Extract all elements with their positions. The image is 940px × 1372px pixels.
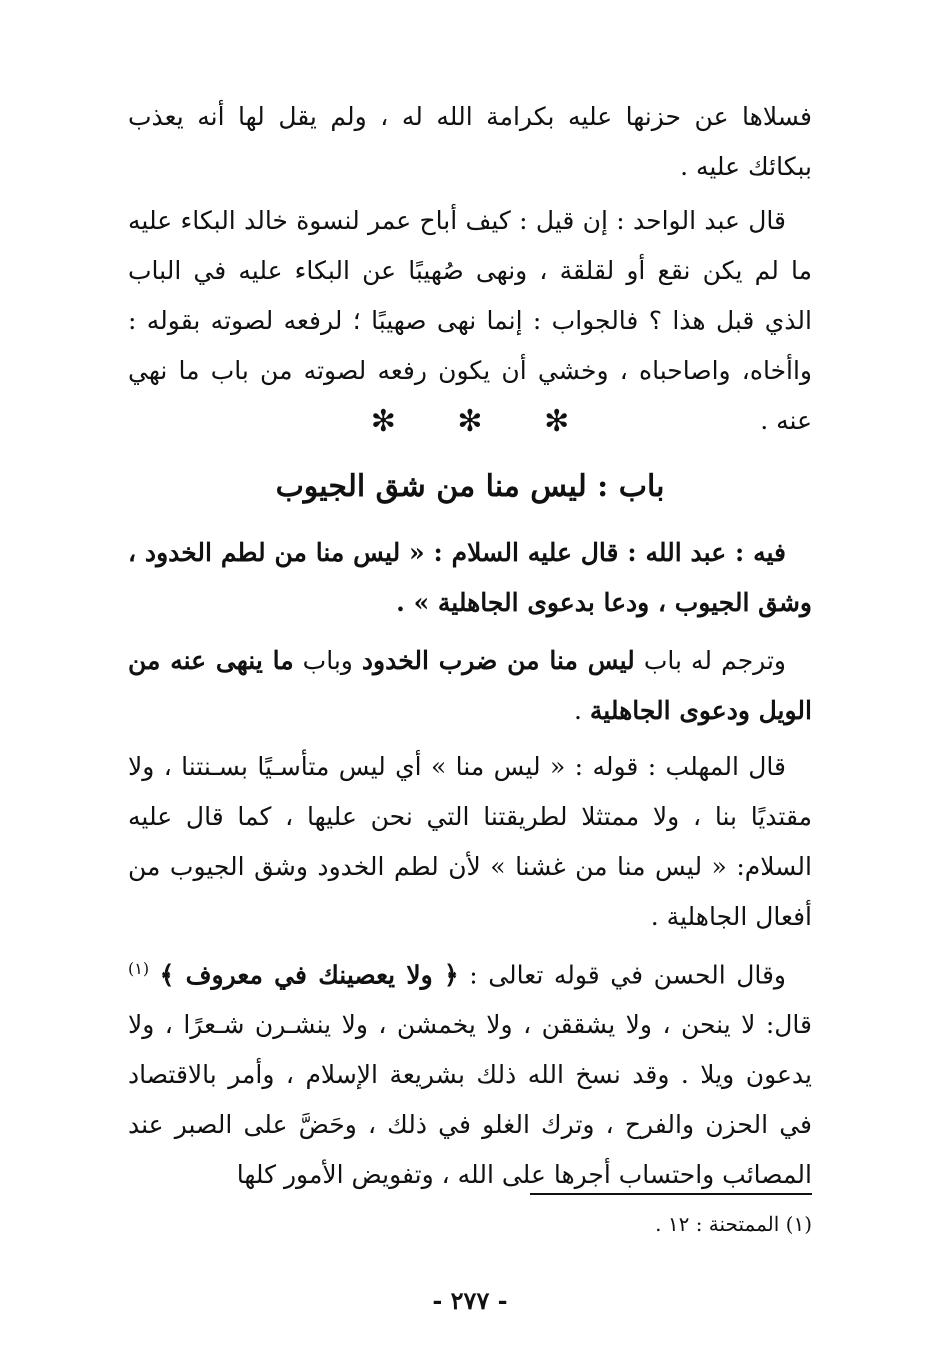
hasan-prefix: وقال الحسن في قوله تعالى : [458,960,786,990]
paragraph-text: فسلاها عن حزنها عليه بكرامة الله له ، ولم يقل لها أنه يعذب ببكائك عليه . [128,102,812,181]
paragraph-text: قال عبد الواحد : إن قيل : كيف أباح عمر لنسوة خالد البكاء عليه ما لم يكن نقع أو لقلقة ، ونهى صُهيبًا عن البكاء عليه في الباب الذي قبل هذا ؟ فالجواب : إنما نهى صهيبًا ؛ لرفعه لصوته بقوله : واأخاه، واصاحباه ، وخشي أن يكون رفعه لصوته من باب ما نهي عنه . [128,206,812,435]
hadith-text: فيه : عبد الله : قال عليه السلام : « ليس منا من لطم الخدود ، وشق الجيوب ، ودعا بدعوى الجاهلية » . [128,538,812,617]
footnote: (١) الممتحنة : ١٢ . [655,1212,812,1236]
hasan-paragraph [128,944,812,1200]
tarjama-paragraph [128,636,812,736]
tarjama-middle: وباب [293,646,362,675]
hadith-paragraph [128,528,812,628]
tarjama-bold-title-2: ما ينهى عنه من الويل ودعوى الجاهلية [128,646,812,725]
tarjama-prefix: وترجم له باب [634,646,787,675]
tarjama-suffix: . [573,696,590,725]
footnote-reference: (١) [128,959,150,978]
footnote-divider [530,1193,812,1195]
page-number: - ٢٧٧ - [432,1286,508,1315]
chapter-heading: باب : ليس منا من شق الجيوب [275,469,665,504]
muhallab-text: قال المهلب : قوله : « ليس منا » أي ليس متأسـيًا بسـنتنا ، ولا مقتديًا بنا ، ولا ممتثلا لطريقتنا التي نحن عليها ، كما قال عليه السلام: « ليس منا من غشنا » لأن لطم الخدود وشق الجيوب من أفعال الجاهلية . [128,752,812,931]
section-separator: ✻ ✻ ✻ [370,404,570,439]
hasan-text: قال: لا ينحن ، ولا يشققن ، ولا يخمشن ، ولا ينشـرن شـعرًا ، ولا يدعون ويلا . وقد نسخ الله ذلك بشريعة الإسلام ، وأمر بالاقتصاد في الحزن والفرح ، وترك الغلو في ذلك ، وحَضَّ على الصبر عند المصائب واحتساب أجرها على الله ، وتفويض الأمور كلها [128,1010,812,1190]
muhallab-paragraph [128,742,812,942]
quran-verse: ﴿ ولا يعصينك في معروف ﴾ [159,960,459,990]
paragraph-consolation [128,92,812,192]
tarjama-bold-title-1: ليس منا من ضرب الخدود [361,646,635,675]
